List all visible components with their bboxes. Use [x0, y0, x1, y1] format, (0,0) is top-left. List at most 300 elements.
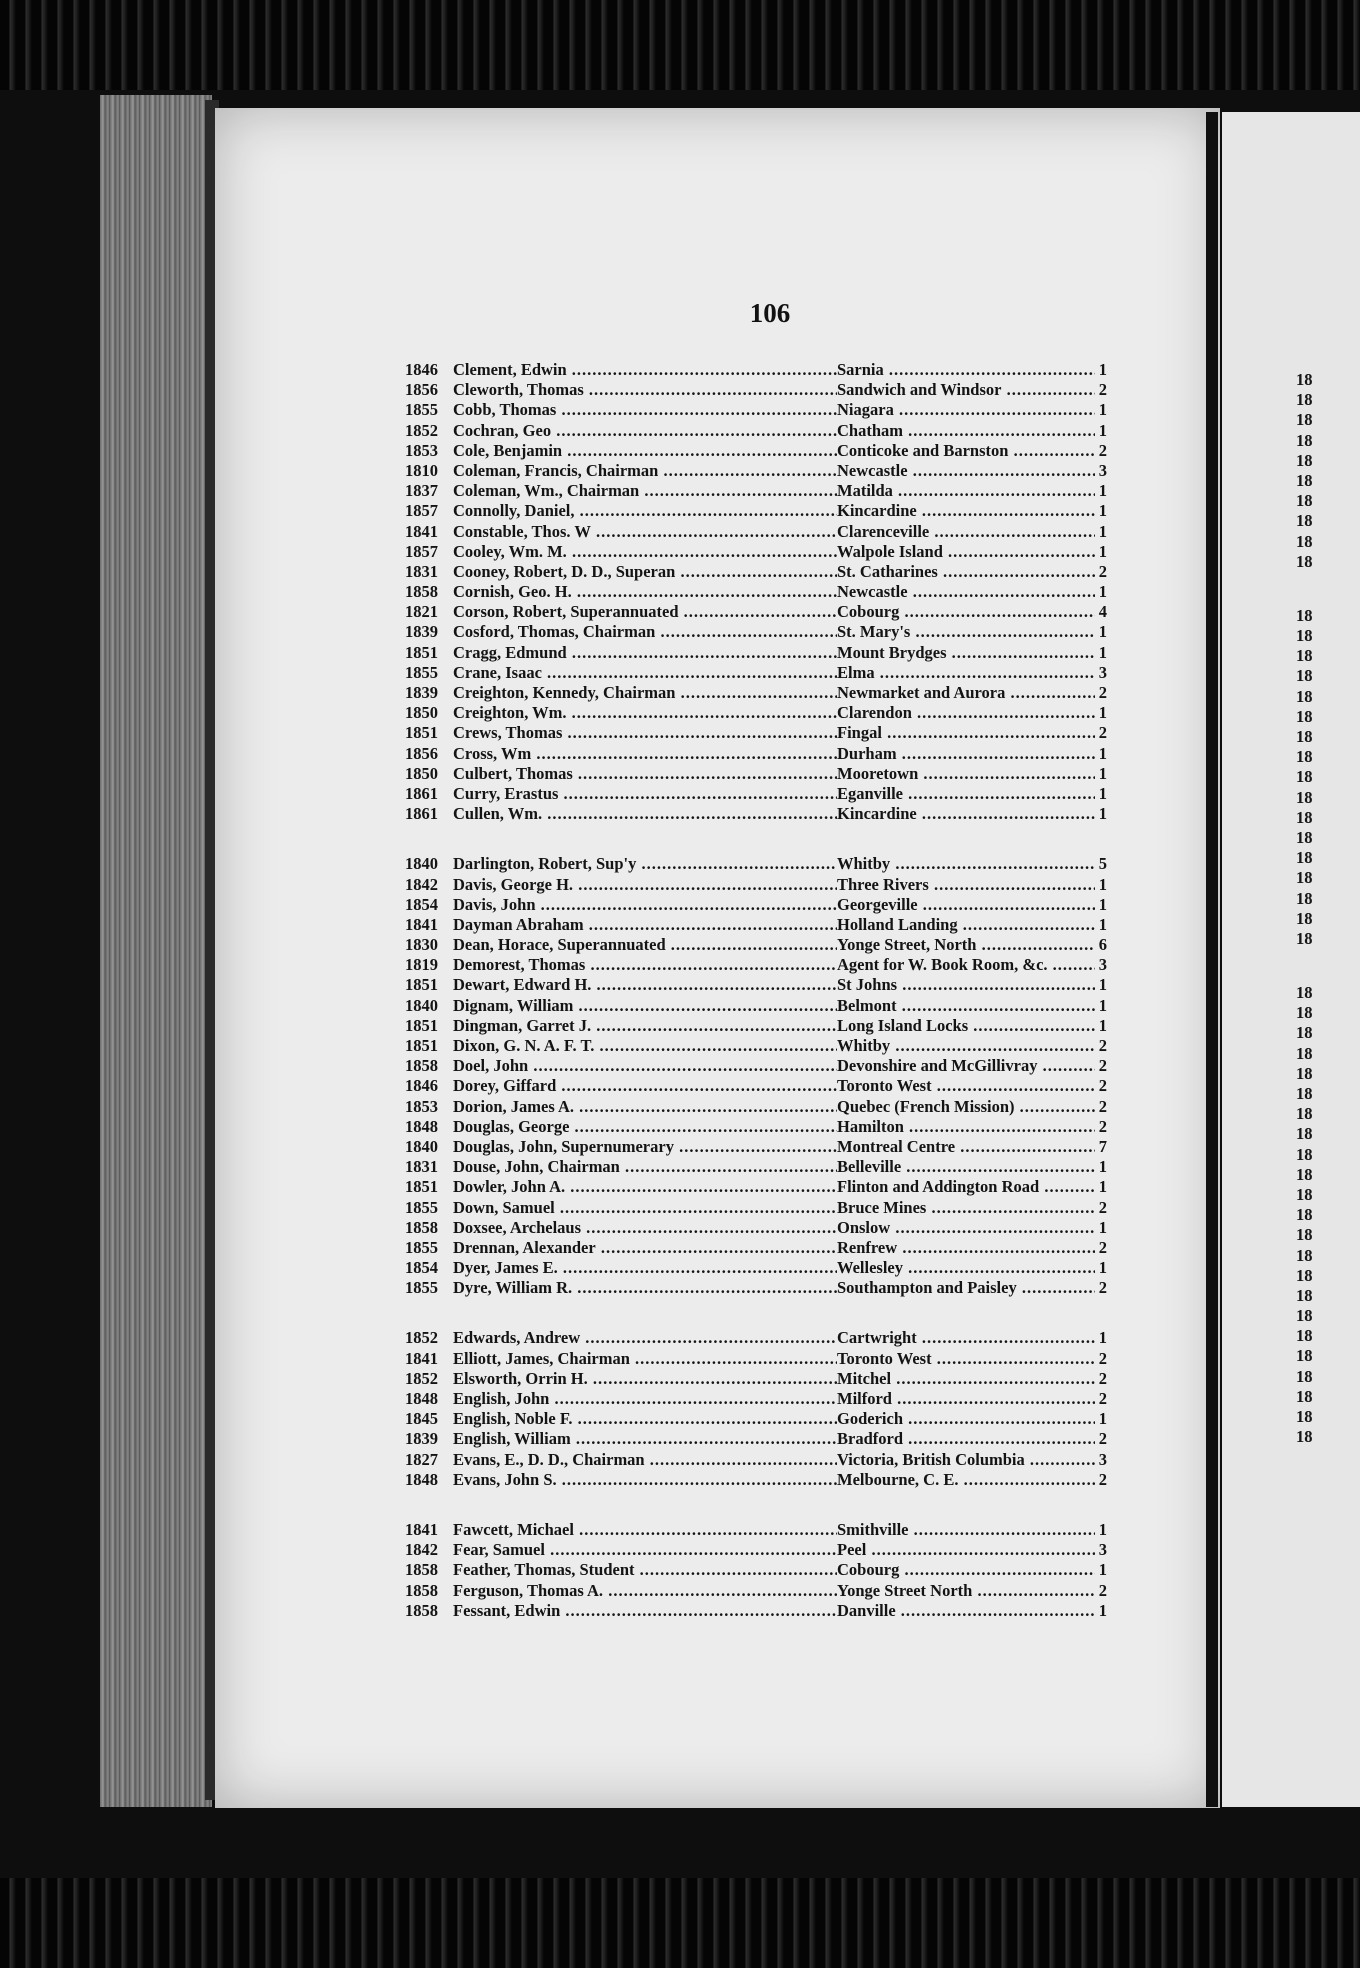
- entry-place: Newcastle .....: [837, 582, 1095, 602]
- facing-page-year-fragment: 18: [1296, 1427, 1313, 1447]
- entry-row: [405, 1097, 1105, 1117]
- entry-place: Newmarket and Aurora .....: [837, 683, 1095, 703]
- facing-page-year-fragment: 18: [1296, 1205, 1313, 1225]
- facing-page-year-fragment: 18: [1296, 450, 1313, 470]
- entry-place: Quebec (French Mission) .....: [837, 1097, 1095, 1117]
- facing-page-year-fragment: 18: [1296, 908, 1313, 928]
- entry-year: 1846: [405, 360, 438, 379]
- entry-row: [405, 1520, 1105, 1540]
- facing-page-year-fragment: 18: [1296, 1245, 1313, 1265]
- entry-count: 1: [1098, 420, 1107, 440]
- entry-row: [405, 895, 1105, 915]
- facing-page-year-fragment: 18: [1296, 1407, 1313, 1426]
- entry-place: Niagara .....: [837, 400, 1095, 420]
- entry-row: [405, 562, 1105, 582]
- entry-count: 1: [1098, 743, 1107, 763]
- facing-page-year-fragment: 18: [1296, 1124, 1313, 1144]
- entry-row: [405, 1117, 1105, 1137]
- entry-count: 1: [1098, 1157, 1107, 1177]
- entry-place: Yonge Street North .....: [837, 1581, 1095, 1601]
- entry-name: Doxsee, Archelaus .....: [453, 1218, 837, 1238]
- entry-year: 1861: [405, 783, 438, 803]
- entry-name: Cross, Wm .....: [453, 744, 837, 764]
- entry-group: [405, 1520, 1105, 1621]
- entry-row: [405, 1238, 1105, 1258]
- entry-year: 1839: [405, 622, 438, 642]
- facing-page-year-fragment: 18: [1296, 390, 1313, 410]
- entry-year: 1858: [405, 1600, 438, 1620]
- entry-row: [405, 804, 1105, 824]
- entry-count: 2: [1098, 561, 1107, 581]
- entry-place: Kincardine .....: [837, 501, 1095, 521]
- entry-count: 2: [1098, 1076, 1107, 1096]
- entry-name: Fear, Samuel .....: [453, 1540, 837, 1560]
- entry-year: 1852: [405, 1368, 438, 1388]
- entry-count: 1: [1098, 1328, 1107, 1348]
- facing-page-year-fragment: 18: [1296, 666, 1313, 686]
- facing-page-year-fragment: 18: [1296, 983, 1313, 1003]
- entry-name: Cobb, Thomas .....: [453, 400, 837, 420]
- entry-row: [405, 703, 1105, 723]
- entry-row: [405, 975, 1105, 995]
- facing-page-year-fragment: 18: [1296, 727, 1313, 746]
- entry-row: [405, 461, 1105, 481]
- entry-row: [405, 360, 1105, 380]
- entry-count: 2: [1098, 683, 1107, 702]
- entry-place: Matilda .....: [837, 481, 1095, 501]
- facing-page-year-fragment: 18: [1296, 767, 1313, 787]
- entry-name: Curry, Erastus .....: [453, 784, 837, 804]
- facing-page-year-fragment: 18: [1296, 626, 1313, 646]
- entry-year: 1831: [405, 561, 438, 581]
- entry-row: [405, 1016, 1105, 1036]
- entry-year: 1841: [405, 914, 438, 934]
- entry-place: Three Rivers .....: [837, 875, 1095, 895]
- entry-row: [405, 663, 1105, 683]
- entry-name: Fessant, Edwin .....: [453, 1601, 837, 1621]
- entry-count: 5: [1098, 854, 1107, 874]
- entry-row: [405, 481, 1105, 501]
- entry-name: Dixon, G. N. A. F. T. .....: [453, 1036, 837, 1056]
- entry-count: 3: [1098, 1540, 1107, 1560]
- entry-count: 1: [1098, 642, 1107, 662]
- entry-row: [405, 723, 1105, 743]
- entry-row: [405, 602, 1105, 622]
- entry-row: [405, 955, 1105, 975]
- entry-place: Mount Brydges .....: [837, 643, 1095, 663]
- entry-count: 2: [1098, 1368, 1107, 1388]
- facing-page-year-fragment: 18: [1296, 1346, 1313, 1366]
- entry-place: Belmont .....: [837, 996, 1095, 1016]
- entry-row: [405, 380, 1105, 400]
- facing-page-year-fragment: 18: [1296, 1063, 1313, 1083]
- entry-row: [405, 1198, 1105, 1218]
- entry-row: [405, 643, 1105, 663]
- entry-name: Dingman, Garret J. .....: [453, 1016, 837, 1036]
- entry-row: [405, 1560, 1105, 1580]
- entry-name: Dorion, James A. .....: [453, 1097, 837, 1117]
- entry-row: [405, 1258, 1105, 1278]
- entry-year: 1855: [405, 1278, 438, 1298]
- entry-place: Peel .....: [837, 1540, 1095, 1560]
- entry-count: 1: [1098, 360, 1107, 379]
- entry-row: [405, 1369, 1105, 1389]
- entry-name: Cochran, Geo .....: [453, 421, 837, 441]
- entry-count: 3: [1098, 955, 1107, 975]
- entry-row: [405, 1328, 1105, 1348]
- entry-year: 1851: [405, 1177, 438, 1197]
- film-strip-bottom: [0, 1878, 1360, 1968]
- entry-place: Whitby .....: [837, 854, 1095, 874]
- entry-place: Toronto West .....: [837, 1349, 1095, 1369]
- entry-name: Cragg, Edmund .....: [453, 643, 837, 663]
- entry-year: 1827: [405, 1449, 438, 1469]
- entry-year: 1851: [405, 1015, 438, 1035]
- entry-place: Hamilton .....: [837, 1117, 1095, 1137]
- entry-year: 1841: [405, 1519, 438, 1539]
- entry-year: 1861: [405, 804, 438, 824]
- entry-place: Melbourne, C. E. .....: [837, 1470, 1095, 1490]
- entry-year: 1853: [405, 440, 438, 460]
- entry-row: [405, 875, 1105, 895]
- entry-place: Walpole Island .....: [837, 542, 1095, 562]
- entry-place: Bruce Mines .....: [837, 1198, 1095, 1218]
- entry-count: 1: [1098, 703, 1107, 723]
- entry-name: Evans, E., D. D., Chairman .....: [453, 1450, 837, 1470]
- entry-row: [405, 1409, 1105, 1429]
- entry-row: [405, 1076, 1105, 1096]
- entry-count: 1: [1098, 1015, 1107, 1035]
- entry-row: [405, 915, 1105, 935]
- entry-row: [405, 784, 1105, 804]
- entry-year: 1831: [405, 1157, 438, 1177]
- facing-page-year-fragment: 18: [1296, 807, 1313, 827]
- facing-page-year-fragment: 18: [1296, 1144, 1313, 1164]
- facing-page-year-fragment: 18: [1296, 686, 1313, 706]
- entry-name: Cosford, Thomas, Chairman .....: [453, 622, 837, 642]
- facing-page-year-fragment: 18: [1296, 928, 1313, 948]
- entry-year: 1845: [405, 1409, 438, 1429]
- entry-place: Bradford .....: [837, 1429, 1095, 1449]
- entry-name: Connolly, Daniel, .....: [453, 501, 837, 521]
- entry-place: St Johns .....: [837, 975, 1095, 995]
- entry-name: Feather, Thomas, Student .....: [453, 1560, 837, 1580]
- entry-name: Down, Samuel .....: [453, 1198, 837, 1218]
- entry-count: 4: [1098, 602, 1107, 622]
- entry-name: Cornish, Geo. H. .....: [453, 582, 837, 602]
- entry-name: Doel, John .....: [453, 1056, 837, 1076]
- entry-year: 1858: [405, 1580, 438, 1600]
- entry-place: Agent for W. Book Room, &c. .....: [837, 955, 1095, 975]
- entry-place: St. Mary's .....: [837, 622, 1095, 642]
- entry-place: Mooretown .....: [837, 764, 1095, 784]
- entry-name: Corson, Robert, Superannuated .....: [453, 602, 837, 622]
- entry-place: Cartwright .....: [837, 1328, 1095, 1348]
- entry-year: 1857: [405, 501, 438, 521]
- entry-name: Creighton, Wm. .....: [453, 703, 837, 723]
- entry-count: 2: [1098, 1197, 1107, 1217]
- entry-row: [405, 1349, 1105, 1369]
- entry-row: [405, 683, 1105, 703]
- entry-group: [405, 1328, 1105, 1490]
- facing-page-year-fragment: 18: [1296, 1326, 1313, 1346]
- entry-count: 2: [1098, 1096, 1107, 1116]
- entry-place: Elma .....: [837, 663, 1095, 683]
- facing-page-year-fragment: 18: [1296, 491, 1313, 511]
- entry-year: 1821: [405, 602, 438, 622]
- entry-row: [405, 421, 1105, 441]
- entry-year: 1848: [405, 1469, 438, 1489]
- facing-page-year-fragment: 18: [1296, 1285, 1313, 1305]
- entry-count: 1: [1098, 1258, 1107, 1278]
- entry-name: Constable, Thos. W .....: [453, 522, 837, 542]
- entry-count: 1: [1098, 501, 1107, 521]
- entry-count: 3: [1098, 1449, 1107, 1469]
- entry-place: Sandwich and Windsor .....: [837, 380, 1095, 400]
- entry-place: Clarenceville .....: [837, 522, 1095, 542]
- entry-year: 1810: [405, 460, 438, 480]
- facing-page-year-fragment: 18: [1296, 370, 1313, 389]
- entry-count: 2: [1098, 1348, 1107, 1368]
- entry-place: Chatham .....: [837, 421, 1095, 441]
- entry-row: [405, 1470, 1105, 1490]
- entry-row: [405, 935, 1105, 955]
- entry-place: Fingal .....: [837, 723, 1095, 743]
- entry-count: 1: [1098, 874, 1107, 894]
- entry-place: Smithville .....: [837, 1520, 1095, 1540]
- entry-place: Clarendon .....: [837, 703, 1095, 723]
- entry-place: Wellesley .....: [837, 1258, 1095, 1278]
- entry-name: Dignam, William .....: [453, 996, 837, 1016]
- entry-place: Georgeville .....: [837, 895, 1095, 915]
- entry-year: 1830: [405, 935, 438, 955]
- entry-count: 2: [1098, 1278, 1107, 1298]
- entry-year: 1852: [405, 420, 438, 440]
- entry-name: Ferguson, Thomas A. .....: [453, 1581, 837, 1601]
- entry-name: Dorey, Giffard .....: [453, 1076, 837, 1096]
- entry-place: Southampton and Paisley .....: [837, 1278, 1095, 1298]
- entry-name: Cleworth, Thomas .....: [453, 380, 837, 400]
- facing-page-year-fragment: 18: [1296, 747, 1313, 767]
- facing-page-year-fragment: 18: [1296, 888, 1313, 908]
- entry-year: 1841: [405, 521, 438, 541]
- entry-year: 1854: [405, 894, 438, 914]
- entry-name: Drennan, Alexander .....: [453, 1238, 837, 1258]
- entry-list: [405, 360, 1105, 1651]
- entry-name: Dean, Horace, Superannuated .....: [453, 935, 837, 955]
- entry-name: Elliott, James, Chairman .....: [453, 1349, 837, 1369]
- facing-page-year-fragment: 18: [1296, 646, 1313, 666]
- entry-count: 1: [1098, 1560, 1107, 1580]
- entry-place: Sarnia .....: [837, 360, 1095, 380]
- entry-year: 1848: [405, 1389, 438, 1408]
- entry-place: Cobourg .....: [837, 1560, 1095, 1580]
- entry-name: Evans, John S. .....: [453, 1470, 837, 1490]
- entry-row: [405, 501, 1105, 521]
- entry-year: 1852: [405, 1328, 438, 1348]
- entry-count: 1: [1098, 914, 1107, 934]
- entry-name: Demorest, Thomas .....: [453, 955, 837, 975]
- entry-row: [405, 1601, 1105, 1621]
- entry-row: [405, 744, 1105, 764]
- entry-name: Cullen, Wm. .....: [453, 804, 837, 824]
- entry-row: [405, 1450, 1105, 1470]
- entry-row: [405, 400, 1105, 420]
- entry-year: 1840: [405, 1136, 438, 1156]
- facing-page-year-fragment: 18: [1296, 848, 1313, 868]
- entry-place: Conticoke and Barnston .....: [837, 441, 1095, 461]
- entry-row: [405, 1581, 1105, 1601]
- entry-count: 1: [1098, 975, 1107, 995]
- entry-count: 2: [1098, 1429, 1107, 1449]
- entry-row: [405, 996, 1105, 1016]
- entry-count: 1: [1098, 582, 1107, 602]
- facing-page-year-fragment: 18: [1296, 868, 1313, 888]
- facing-page-year-fragment: 18: [1296, 1164, 1313, 1184]
- entry-name: Cooney, Robert, D. D., Superan .....: [453, 562, 837, 582]
- entry-year: 1851: [405, 642, 438, 662]
- entry-count: 2: [1098, 1036, 1107, 1055]
- facing-page-year-fragment: 18: [1296, 827, 1313, 847]
- entry-year: 1858: [405, 1560, 438, 1580]
- entry-count: 1: [1098, 1217, 1107, 1237]
- entry-year: 1858: [405, 582, 438, 602]
- entry-name: Edwards, Andrew .....: [453, 1328, 837, 1348]
- entry-year: 1855: [405, 1197, 438, 1217]
- entry-name: Crane, Isaac .....: [453, 663, 837, 683]
- entry-place: Montreal Centre .....: [837, 1137, 1095, 1157]
- entry-count: 3: [1098, 662, 1107, 682]
- entry-year: 1850: [405, 763, 438, 783]
- facing-page-year-fragment: 18: [1296, 430, 1313, 450]
- entry-year: 1840: [405, 854, 438, 874]
- entry-year: 1850: [405, 703, 438, 723]
- entry-row: [405, 764, 1105, 784]
- page-number: 106: [749, 298, 791, 328]
- entry-count: 1: [1098, 481, 1107, 501]
- entry-count: 2: [1098, 1116, 1107, 1136]
- facing-page-year-fragment: 18: [1296, 1366, 1313, 1386]
- entry-place: Durham .....: [837, 744, 1095, 764]
- entry-place: Flinton and Addington Road .....: [837, 1177, 1095, 1197]
- entry-row: [405, 1540, 1105, 1560]
- entry-count: 1: [1098, 1519, 1107, 1539]
- entry-row: [405, 542, 1105, 562]
- entry-place: Victoria, British Columbia .....: [837, 1450, 1095, 1470]
- entry-name: Davis, John .....: [453, 895, 837, 915]
- entry-name: Dyer, James E. .....: [453, 1258, 837, 1278]
- entry-year: 1858: [405, 1217, 438, 1237]
- facing-page-year-fragment: 18: [1296, 1023, 1313, 1043]
- entry-row: [405, 1137, 1105, 1157]
- entry-place: Devonshire and McGillivray .....: [837, 1056, 1095, 1076]
- entry-name: Coleman, Francis, Chairman .....: [453, 461, 837, 481]
- entry-place: Toronto West .....: [837, 1076, 1095, 1096]
- page-gutter: [1206, 112, 1218, 1807]
- entry-place: Goderich .....: [837, 1409, 1095, 1429]
- entry-place: Cobourg .....: [837, 602, 1095, 622]
- entry-row: [405, 1218, 1105, 1238]
- entry-year: 1837: [405, 481, 438, 501]
- entry-count: 1: [1098, 995, 1107, 1015]
- entry-name: Coleman, Wm., Chairman .....: [453, 481, 837, 501]
- entry-year: 1819: [405, 955, 438, 975]
- entry-group: [405, 360, 1105, 824]
- entry-year: 1841: [405, 1348, 438, 1368]
- entry-count: 2: [1098, 1056, 1107, 1076]
- entry-year: 1853: [405, 1096, 438, 1116]
- facing-page-year-fragment: 18: [1296, 410, 1313, 430]
- entry-name: Elsworth, Orrin H. .....: [453, 1369, 837, 1389]
- entry-name: Dyre, William R. .....: [453, 1278, 837, 1298]
- entry-name: Dayman Abraham .....: [453, 915, 837, 935]
- facing-page-year-fragment: 18: [1296, 470, 1313, 490]
- entry-count: 1: [1098, 783, 1107, 803]
- facing-page-year-fragment: 18: [1296, 531, 1313, 551]
- entry-row: [405, 854, 1105, 874]
- entry-count: 2: [1098, 1237, 1107, 1257]
- entry-place: Danville .....: [837, 1601, 1095, 1621]
- entry-name: Creighton, Kennedy, Chairman .....: [453, 683, 837, 703]
- book-spine: [100, 95, 212, 1807]
- entry-row: [405, 1036, 1105, 1056]
- entry-year: 1854: [405, 1258, 438, 1278]
- entry-place: St. Catharines .....: [837, 562, 1095, 582]
- entry-count: 1: [1098, 763, 1107, 783]
- entry-row: [405, 441, 1105, 461]
- entry-count: 2: [1098, 723, 1107, 743]
- entry-count: 1: [1098, 400, 1107, 420]
- entry-place: Newcastle .....: [837, 461, 1095, 481]
- entry-year: 1851: [405, 723, 438, 743]
- entry-name: Fawcett, Michael .....: [453, 1520, 837, 1540]
- facing-page-year-fragment: 18: [1296, 511, 1313, 531]
- facing-page-year-fragment: 18: [1296, 551, 1313, 571]
- entry-row: [405, 1056, 1105, 1076]
- entry-place: Kincardine .....: [837, 804, 1095, 824]
- fragment-gap: [1296, 949, 1360, 983]
- entry-count: 2: [1098, 1389, 1107, 1408]
- entry-place: Onslow .....: [837, 1218, 1095, 1238]
- entry-year: 1839: [405, 1429, 438, 1449]
- entry-group: [405, 854, 1105, 1298]
- entry-name: Darlington, Robert, Sup'y .....: [453, 854, 837, 874]
- entry-place: Renfrew .....: [837, 1238, 1095, 1258]
- entry-place: Eganville .....: [837, 784, 1095, 804]
- film-strip-top: [0, 0, 1360, 90]
- entry-name: Douglas, George .....: [453, 1117, 837, 1137]
- entry-year: 1855: [405, 662, 438, 682]
- entry-place: Milford .....: [837, 1389, 1095, 1409]
- entry-count: 3: [1098, 460, 1107, 480]
- entry-year: 1857: [405, 541, 438, 561]
- entry-place: Yonge Street, North .....: [837, 935, 1095, 955]
- entry-place: Holland Landing .....: [837, 915, 1095, 935]
- entry-count: 1: [1098, 1177, 1107, 1197]
- fragment-gap: [1296, 572, 1360, 606]
- entry-year: 1851: [405, 1036, 438, 1055]
- facing-page-year-fragment: 18: [1296, 605, 1313, 625]
- entry-name: Davis, George H. .....: [453, 875, 837, 895]
- entry-year: 1858: [405, 1056, 438, 1076]
- entry-row: [405, 622, 1105, 642]
- entry-count: 2: [1098, 380, 1107, 400]
- entry-count: 1: [1098, 1600, 1107, 1620]
- entry-year: 1846: [405, 1076, 438, 1096]
- entry-place: Long Island Locks .....: [837, 1016, 1095, 1036]
- facing-page-year-fragment: 18: [1296, 1003, 1313, 1023]
- entry-name: English, John .....: [453, 1389, 837, 1409]
